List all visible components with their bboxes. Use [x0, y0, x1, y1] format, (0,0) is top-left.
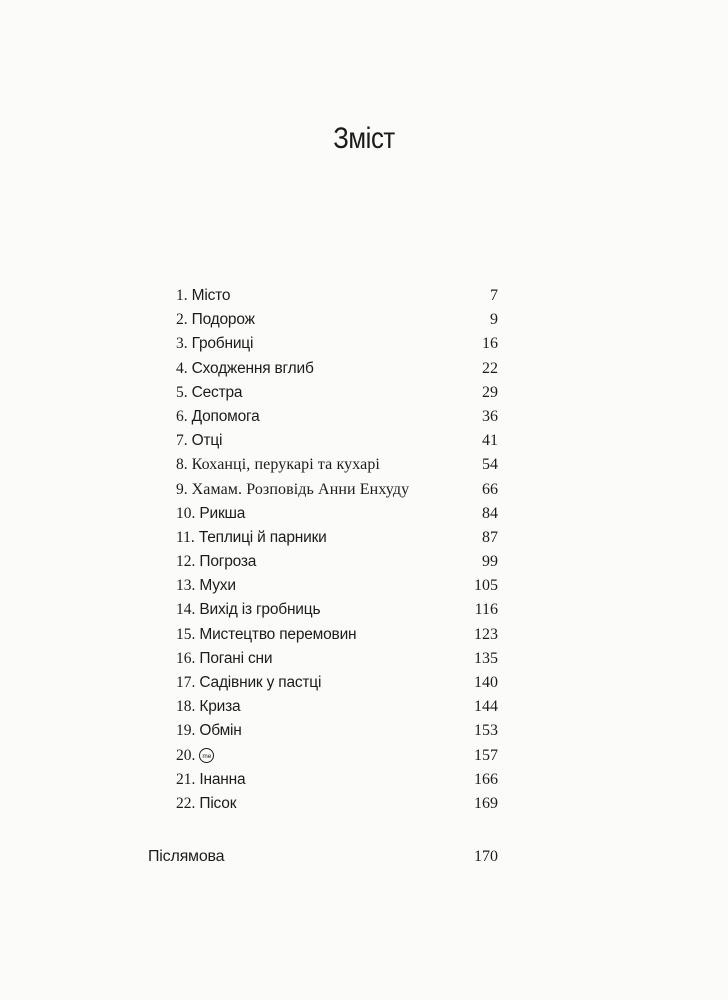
- toc-entry-21: [176, 768, 498, 792]
- toc-entry-page: 87: [482, 528, 498, 546]
- toc-entry-number: 21.: [176, 770, 196, 788]
- toc-entry-page: 29: [482, 383, 498, 401]
- toc-entry-label: Садівник у пастці: [199, 674, 322, 691]
- toc-entry-page: 9: [490, 311, 498, 329]
- toc-entry-number: 1.: [176, 287, 188, 304]
- toc-entry-page: 169: [474, 794, 498, 812]
- table-of-contents: [176, 284, 498, 816]
- toc-entry-3: [176, 332, 498, 356]
- toc-entry-number: 11.: [176, 528, 195, 546]
- toc-entry-label: Погані сни: [199, 649, 273, 667]
- toc-entry-page: 140: [474, 674, 498, 691]
- toc-entry-number: 22.: [176, 794, 196, 812]
- toc-entry-22: [176, 792, 498, 816]
- toc-entry-label: Інанна: [199, 770, 246, 788]
- toc-entry-19: [176, 719, 498, 743]
- toc-entry-number: 17.: [176, 674, 196, 691]
- toc-entry-number: 15.: [176, 625, 196, 643]
- toc-entry-label: Пісок: [199, 794, 237, 812]
- toc-entry-label: Теплиці й парники: [198, 528, 327, 546]
- toc-entry-1: [176, 284, 498, 308]
- toc-entry-page: 135: [474, 649, 498, 667]
- me-badge-icon: me: [199, 748, 214, 763]
- toc-entry-number: 19.: [176, 722, 196, 740]
- toc-afterword: [148, 844, 498, 870]
- toc-entry-label: Мухи: [199, 577, 236, 595]
- afterword-page: 170: [474, 848, 498, 865]
- toc-entry-16: [176, 647, 498, 671]
- toc-entry-label: Обмін: [199, 722, 242, 740]
- toc-entry-label: Допомога: [191, 407, 260, 425]
- toc-entry-number: 10.: [176, 504, 196, 522]
- afterword-label: Післямова: [148, 848, 225, 865]
- toc-entry-12: [176, 550, 498, 574]
- toc-entry-number: 8.: [176, 456, 188, 474]
- toc-entry-label: Мистецтво перемовин: [199, 625, 357, 643]
- toc-entry-page: 84: [482, 504, 498, 522]
- toc-entry-page: 99: [482, 553, 498, 571]
- toc-entry-label: Коханці, перукарі та кухарі: [191, 456, 380, 474]
- toc-entry-page: 166: [474, 770, 498, 788]
- toc-entry-13: [176, 574, 498, 598]
- toc-entry-page: 144: [474, 698, 498, 716]
- toc-entry-label: Гробниці: [191, 335, 254, 353]
- toc-entry-number: 13.: [176, 577, 196, 595]
- toc-entry-page: 54: [482, 456, 498, 474]
- toc-entry-14: [176, 598, 498, 622]
- toc-entry-number: 4.: [176, 359, 188, 377]
- toc-entry-page: 123: [474, 625, 498, 643]
- toc-entry-number: 7.: [176, 432, 188, 450]
- toc-entry-label: Подорож: [191, 311, 255, 329]
- toc-entry-page: 105: [474, 577, 498, 595]
- toc-entry-4: [176, 357, 498, 381]
- toc-entry-page: 22: [482, 359, 498, 377]
- toc-entry-8: [176, 453, 498, 477]
- toc-entry-page: 16: [482, 335, 498, 353]
- toc-entry-label: Сходження вглиб: [191, 359, 314, 377]
- toc-entry-label: Вихід із гробниць: [199, 601, 321, 619]
- toc-entry-number: 14.: [176, 601, 196, 619]
- toc-entry-number: 5.: [176, 383, 188, 401]
- toc-entry-label: Сестра: [191, 383, 243, 401]
- toc-entry-number: 3.: [176, 335, 188, 353]
- toc-entry-9: [176, 478, 498, 502]
- toc-entry-5: [176, 381, 498, 405]
- toc-entry-page: 116: [474, 601, 498, 619]
- toc-entry-number: 20.: [176, 746, 196, 764]
- toc-entry-7: [176, 429, 498, 453]
- toc-entry-page: 66: [482, 480, 498, 498]
- toc-entry-20: [176, 744, 498, 768]
- toc-entry-page: 36: [482, 407, 498, 425]
- toc-entry-11: [176, 526, 498, 550]
- toc-entry-page: 153: [474, 722, 498, 740]
- toc-entry-label: Криза: [199, 698, 241, 716]
- toc-entry-10: [176, 502, 498, 526]
- page-title: Зміст: [333, 122, 395, 155]
- toc-entry-number: 6.: [176, 407, 188, 425]
- toc-entry-number: 9.: [176, 480, 188, 498]
- toc-entry-label: Хамам. Розповідь Анни Енхуду: [191, 480, 410, 498]
- toc-entry-number: 2.: [176, 311, 188, 329]
- toc-entry-label: Рикша: [199, 504, 246, 522]
- toc-entry-2: [176, 308, 498, 332]
- toc-entry-number: 12.: [176, 553, 196, 571]
- toc-entry-number: 18.: [176, 698, 196, 716]
- toc-entry-15: [176, 623, 498, 647]
- toc-entry-label: Отці: [191, 432, 223, 450]
- toc-entry-number: 16.: [176, 649, 196, 667]
- toc-entry-label: Погроза: [199, 553, 257, 571]
- toc-entry-page: 157: [474, 746, 498, 764]
- toc-entry-17: [176, 671, 498, 695]
- toc-entry-18: [176, 695, 498, 719]
- toc-entry-page: 41: [482, 432, 498, 450]
- toc-entry-label: Місто: [191, 287, 231, 304]
- toc-entry-page: 7: [490, 287, 498, 304]
- toc-entry-6: [176, 405, 498, 429]
